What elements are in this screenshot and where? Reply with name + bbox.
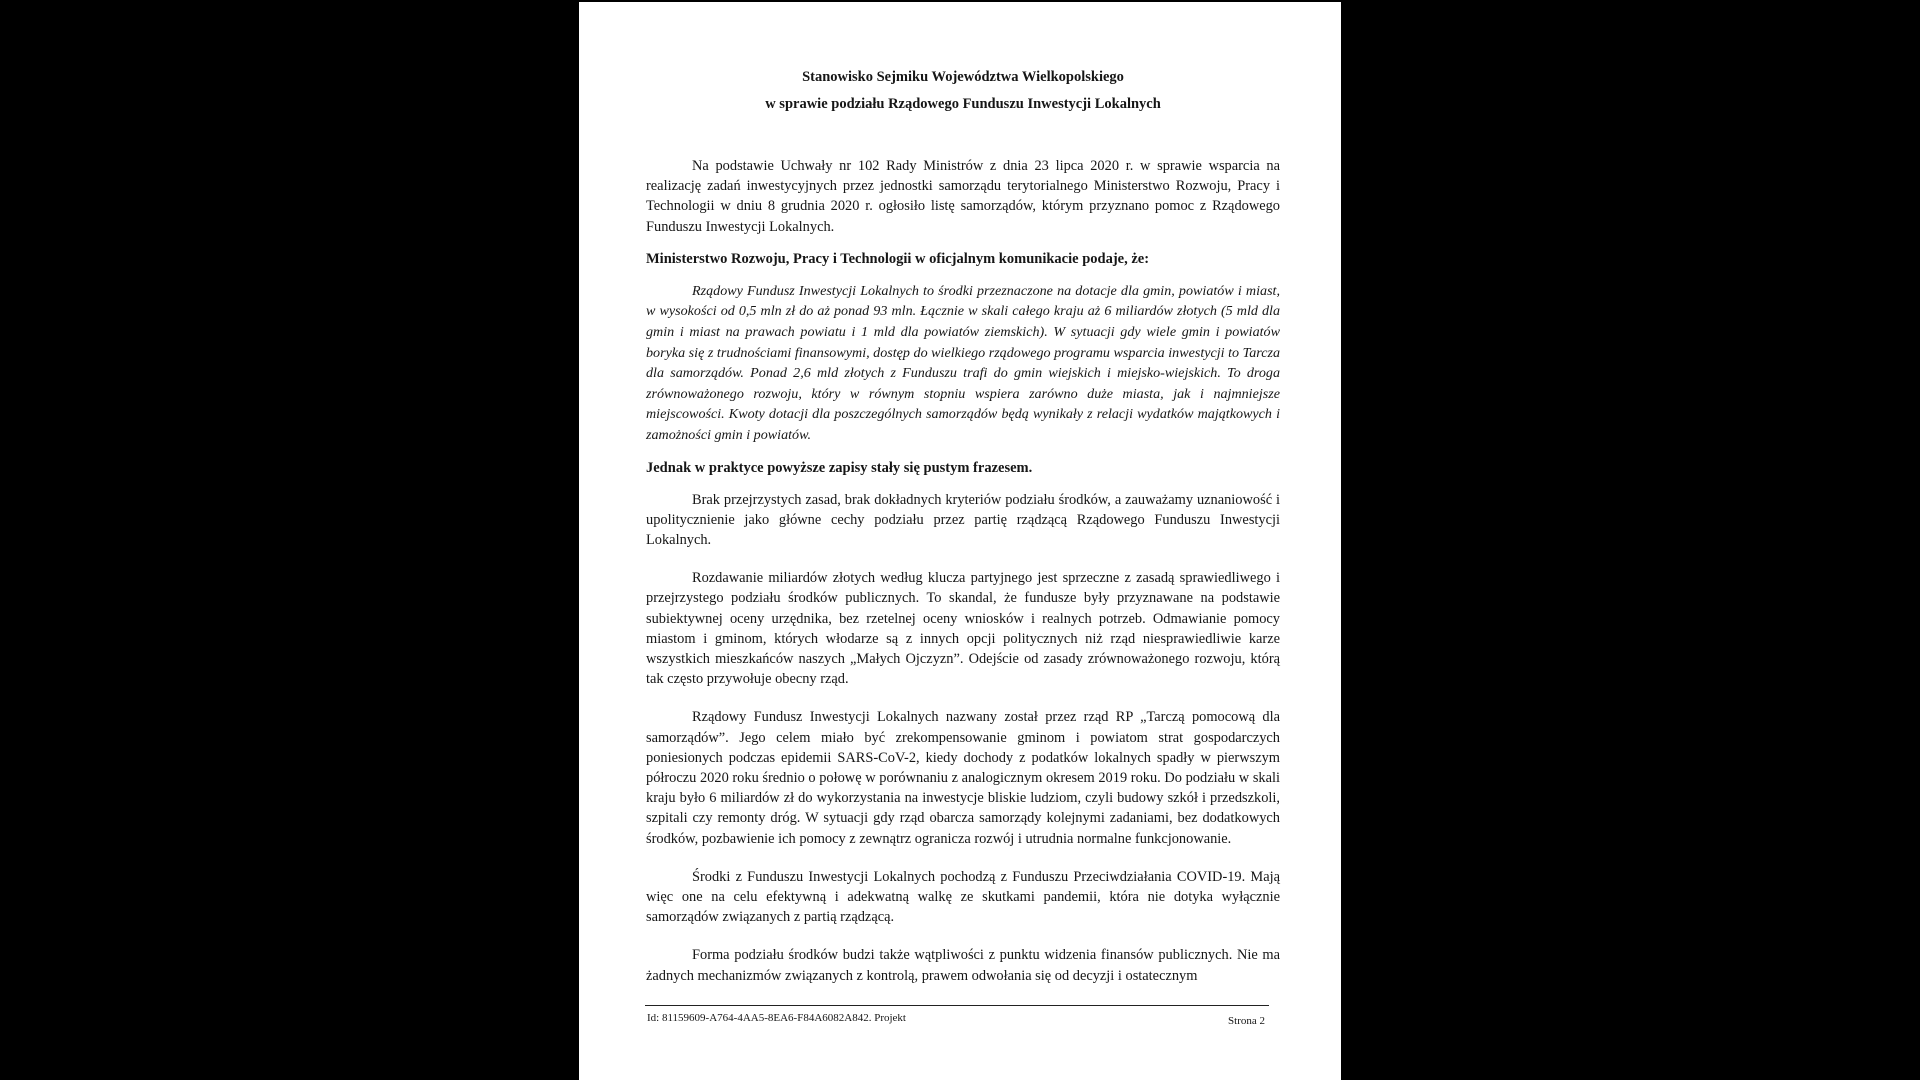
paragraph-covid-fund: Środki z Funduszu Inwestycji Lokalnych pochodzą z Funduszu Przeciwdziałania COVID-19. Mają więc one na celu efektywną i adekwatną walkę ze skutkami pandemii, która nie dotyka wyłącznie samorządów związanych z partią rządzącą.	[646, 868, 1280, 926]
paragraph-public-finance: Forma podziału środków budzi także wątpliwości z punktu widzenia finansów publicznych. Nie ma żadnych mechanizmów związanych z kontrolą, prawem odwołania się od decyzji i ostatecznym	[646, 947, 1280, 984]
document-page	[579, 2, 1341, 1080]
paragraph-intro: Na podstawie Uchwały nr 102 Rady Ministrów z dnia 23 lipca 2020 r. w sprawie wsparcia na realizację zadań inwestycyjnych przez jednostki samorządu terytorialnego Ministerstwo Rozwoju, Pracy i Technologii w dniu 8 grudnia 2020 r. ogłosiło listę samorządów, którym przyznano pomoc z Rządowego Funduszu Inwestycji Lokalnych.	[646, 158, 1280, 235]
quote-ministry: Rządowy Fundusz Inwestycji Lokalnych to środki przeznaczone na dotacje dla gmin, powiatów i miast, w wysokości od 0,5 mln zł do aż ponad 93 mln. Łącznie w skali całego kraju aż 6 miliardów złotych (5 mld dla gmin i miast na prawach powiatu i 1 mld dla powiatów ziemskich). W sytuacji gdy wiele gmin i powiatów boryka się z trudnościami finansowymi, dostęp do wielkiego rządowego programu wsparcia inwestycji to Tarcza dla samorządów. Ponad 2,6 mld złotych z Funduszu trafi do gmin wiejskich i miejsko-wiejskich. To droga zrównoważonego rozwoju, który w równym stopniu wspiera zarówno duże miasta, jak i najmniejsze miejscowości. Kwoty dotacji dla poszczególnych samorządów będą wynikały z relacji wydatków majątkowych i zamożności gmin i powiatów.	[646, 282, 1280, 443]
footer-document-id: Id: 81159609-A764-4AA5-8EA6-F84A6082A842. Projekt	[647, 1012, 906, 1024]
title-line-2: w sprawie podziału Rządowego Funduszu Inwestycji Lokalnych	[765, 96, 1161, 112]
page-content	[646, 64, 1280, 986]
document-title	[646, 64, 1280, 118]
footer-divider	[645, 1005, 1269, 1006]
heading-practice: Jednak w praktyce powyższe zapisy stały się pustym frazesem.	[646, 459, 1033, 476]
paragraph-transparency: Brak przejrzystych zasad, brak dokładnych kryteriów podziału środków, a zauważamy uznaniowość i upolitycznienie jako główne cechy podziału przez partię rządzącą Rządowego Funduszu Inwestycji Lokalnych.	[646, 491, 1280, 548]
footer-page-number: Strona 2	[1228, 1015, 1265, 1027]
paragraph-shield: Rządowy Fundusz Inwestycji Lokalnych nazwany został przez rząd RP „Tarczą pomocową dla samorządów”. Jego celem miało być zrekompensowanie gminom i powiatom strat gospodarczych poniesionych podczas epidemii SARS-CoV-2, kiedy dochody z podatków lokalnych spadły w pierwszym półroczu 2020 roku średnio o połowę w porównaniu z analogicznym okresem 2019 roku. Do podziału w skali kraju było 6 miliardów zł do wykorzystania na inwestycje bliskie ludziom, czyli budowy szkół i przedszkoli, szpitali czy remonty dróg. W sytuacji gdy rząd obarcza samorządy kolejnymi zadaniami, bez dodatkowych środków, pozbawienie ich pomocy z zewnątrz ogranicza rozwój i utrudnia normalne funkcjonowanie.	[646, 709, 1280, 847]
paragraph-distribution: Rozdawanie miliardów złotych według klucza partyjnego jest sprzeczne z zasadą sprawiedliwego i przejrzystego podziału środków publicznych. To skandal, że fundusze były przyznawane na podstawie subiektywnej oceny urzędnika, bez rzetelnej oceny wniosków i realnych potrzeb. Odmawianie pomocy miastom i gminom, których włodarze są z innych opcji politycznych niż rząd niesprawiedliwie karze wszystkich mieszkańców naszych „Małych Ojczyzn”. Odejście od zasady zrównoważonego rozwoju, którą tak często przywołuje obecny rząd.	[646, 570, 1280, 688]
heading-ministry-statement: Ministerstwo Rozwoju, Pracy i Technologii w oficjalnym komunikacie podaje, że:	[646, 250, 1150, 267]
title-line-1: Stanowisko Sejmiku Województwa Wielkopolskiego	[802, 69, 1124, 85]
